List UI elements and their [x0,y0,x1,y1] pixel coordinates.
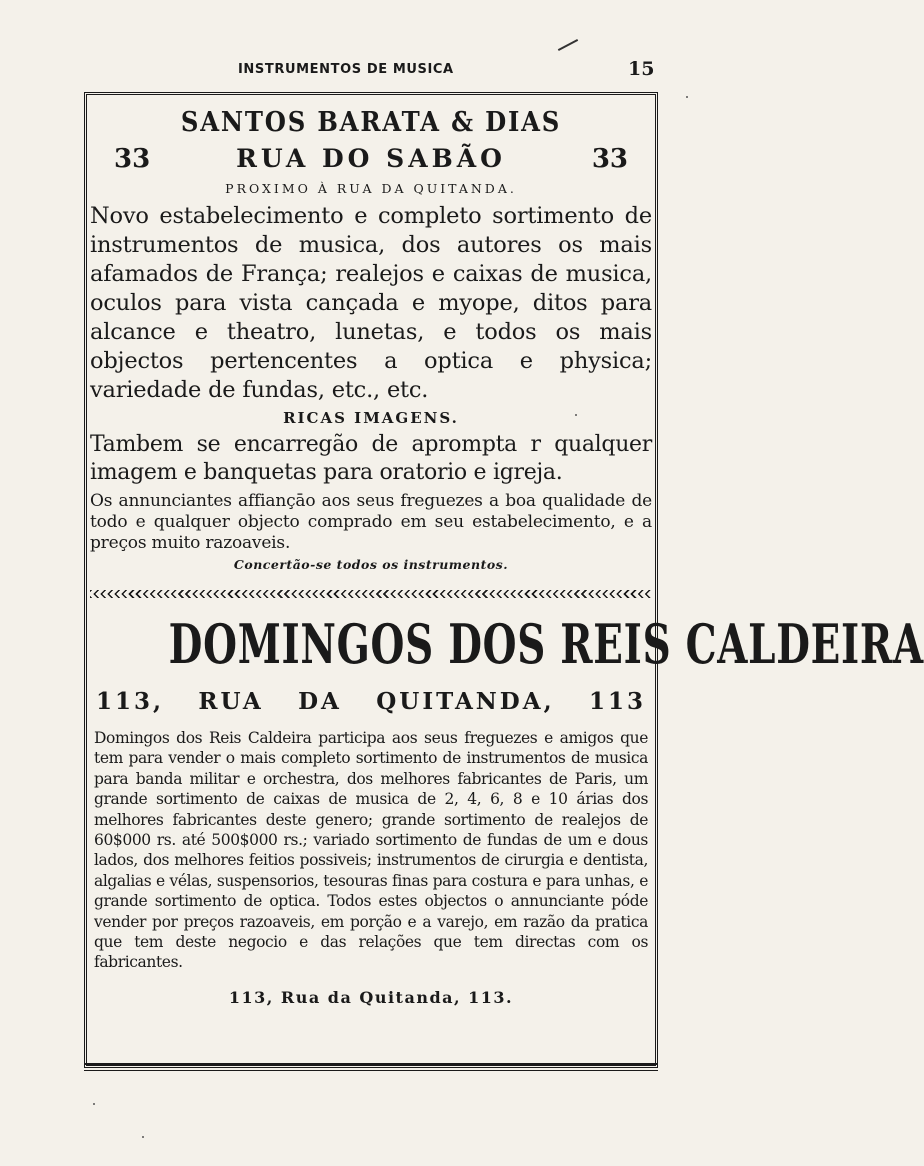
ad2-address: 113, RUA DA QUITANDA, 113 [96,688,646,715]
frame-bottom-rule [84,1063,658,1071]
ad2-footer-address: 113, Rua da Quitanda, 113. [228,988,514,1008]
ad1-paragraph-guarantee: Os annunciantes affiançāo aos seus freguezes a boa qualidade de todo e qualquer objecto comprado em seu estabelecimento, e a preços muito razoaveis. [90,491,652,553]
paper-speck [93,1103,95,1105]
ad1-tagline: Concertão-se todos os instrumentos. [233,557,509,572]
ad1-paragraph-images: Tambem se encarregão de aprompta r qualquer imagem e banquetas para oratorio e igreja. [90,432,652,485]
ad1-business-name: SANTOS BARATA & DIAS [180,107,562,138]
wavy-separator [90,590,652,598]
ad1-location-note: PROXIMO À RUA DA QUITANDA. [225,181,517,196]
advertisement-santos-barata [90,106,652,572]
page-number: 15 [628,58,655,80]
ad1-number-right: 33 [591,144,628,174]
ad2-business-name: DOMINGOS DOS REIS CALDEIRA [168,612,924,676]
running-title: INSTRUMENTOS DE MUSICA [238,62,454,77]
paper-speck [142,1136,144,1138]
ad1-subheading: RICAS IMAGENS. [283,409,459,427]
running-head [0,60,746,84]
ad1-number-left: 33 [114,144,151,174]
paper-speck [575,414,577,416]
paper-speck [686,96,688,98]
ad1-street: RUA DO SABÃO [236,144,506,173]
pen-stroke-mark [558,39,578,51]
ad2-paragraph: Domingos dos Reis Caldeira participa aos seus freguezes e amigos que tem para vender o mais completo sortimento de instrumentos de musica para banda militar e orchestra, dos melhores fabricantes de Paris, um grande sortimento de caixas de musica de 2, 4, 6, 8 e 10 árias dos melhores fabricantes deste genero; grande sortimento de realejos de 60$000 rs. até 500$000 rs.; variado sortimento de fundas de um e dous lados, dos melhores feitios possiveis; instrumentos de cirurgia e dentista, algalias e vélas, suspensorios, tesouras finas para costura e para unhas, e grande sortimento de optica. Todos estes objectos o annunciante póde vender por preços razoaveis, em porção e a varejo, em razão da pratica que tem deste negocio e das relações que tem directas com os fabricantes. [94,729,648,972]
advertisement-domingos-caldeira [90,612,924,1008]
ad1-address [90,144,652,180]
ad1-paragraph-main: Novo estabelecimento e completo sortimento de instrumentos de musica, dos autores os mais afamados de França; realejos e caixas de musica, oculos para vista cançada e myope, ditos para alcance e theatro, lunetas, e todos os mais objectos pertencentes a optica e physica; variedade de fundas, etc., etc. [90,203,652,403]
